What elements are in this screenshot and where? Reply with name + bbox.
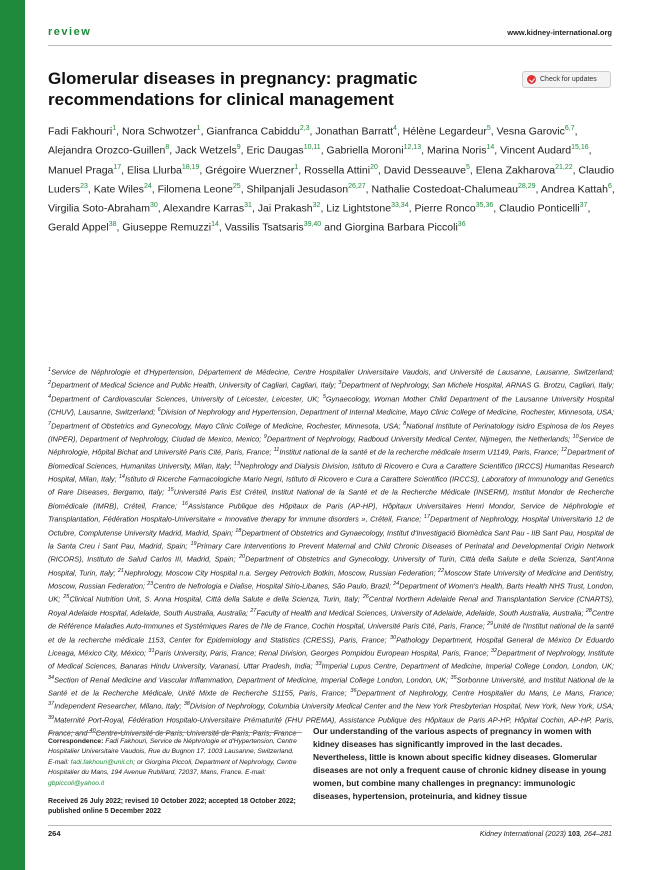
affiliation-number: 14: [118, 474, 125, 480]
affiliation-text: Department of Medical Science and Public Health, University of Cagliari, Cagliari, Italy;: [51, 380, 337, 390]
author-affiliation-ref[interactable]: 12,13: [403, 144, 422, 152]
author-name: Jack Wetzels: [175, 144, 237, 157]
author-affiliation-ref[interactable]: 31: [244, 202, 252, 210]
author-conjunction: and: [324, 221, 345, 234]
author-affiliation-ref[interactable]: 8: [165, 144, 170, 152]
author-affiliation-ref[interactable]: 33,34: [391, 202, 409, 210]
author-affiliation-ref[interactable]: 24: [143, 182, 152, 190]
affiliation-number: 29: [486, 621, 494, 628]
author-affiliation-ref[interactable]: 37: [579, 202, 588, 210]
author-name: Manuel Praga: [48, 164, 114, 177]
affiliation-text: Independent Researcher, Milano, Italy;: [54, 701, 182, 711]
affiliation-text: Division of Nephrology and Hypertension, Department of Internal Medicine, Mayo Clinic College of Medicine, Rochester, Minnesota, USA;: [160, 407, 614, 417]
affiliation-number: 7: [48, 420, 52, 427]
correspondence-block: [48, 737, 302, 789]
affiliation-number: 12: [560, 447, 568, 454]
affiliations-block: [48, 365, 614, 740]
affiliation-text: Service de Néphrologie et d'Hypertension, Département de Médecine, Centre Hospitalier Universitaire Vaudois, and Université de Lausanne, Lausanne, Switzerland;: [51, 367, 614, 377]
affiliation-text: Department of Cardiovascular Sciences, University of Leicester, Leicester, UK;: [51, 394, 320, 404]
affiliation-text: Pathology Department, Hospital General de México Dr Eduardo Liceaga, México City, México;: [48, 634, 615, 658]
affiliation-number: 5: [322, 393, 326, 400]
affiliation-text: Assistance Publique des Hôpitaux de Paris (AP-HP), Hôpitaux Universitaires Henri Mondor, Service de Néphrologie et Transplantation, Fédération Hospitalo-Universitaire « Innovative therapy for immune disorders », Créteil, France;: [48, 501, 614, 524]
check-for-updates-button[interactable]: [522, 71, 611, 88]
page-number: 264: [48, 829, 61, 838]
affiliation-number: 39: [48, 714, 55, 721]
author-name: Gerald Appel: [48, 221, 109, 234]
author-affiliation-ref[interactable]: 23: [80, 182, 88, 190]
affiliation-text: Department of Nephrology, San Michele Hospital, ARNAS G. Brotzu, Cagliari, Italy;: [341, 380, 614, 390]
affiliation-text: Primary Care Interventions to Prevent Maternal and Child Chronic Diseases of Perinatal and Developmental Origin Network (RICORS), Instituto de Salud Carlos III, Madrid, Spain;: [48, 541, 615, 564]
affiliation-number: 33: [315, 661, 322, 668]
affiliation-text: Central Northern Adelaide Renal and Transplantation Service (CNARTS), Royal Adelaide Hospital, Adelaide, South Australia, Australia;: [48, 594, 614, 618]
affiliation-number: 17: [423, 514, 431, 521]
author-affiliation-ref[interactable]: 14: [486, 144, 495, 152]
affiliation-number: 3: [338, 380, 342, 387]
affiliation-number: 28: [585, 607, 592, 614]
author-name: Kate Wiles: [93, 183, 144, 196]
footer-volume: 103: [568, 829, 581, 838]
author-affiliation-ref[interactable]: 20: [370, 163, 378, 171]
affiliation-text: Department of Nephrology, Radboud University Medical Center, Nijmegen, the Netherlands;: [266, 434, 571, 444]
affiliation-text: Service de Néphrologie, Hôpital Bichat and Université Paris Cité, Paris, France;: [48, 434, 614, 457]
footer-year: (2023): [545, 829, 567, 838]
check-updates-icon: [527, 75, 536, 84]
affiliation-number: 11: [273, 447, 280, 454]
affiliation-text: Department of Obstetrics and Gynecology, University of Turin, Città della Salute e della Scienza, Sant'Anna Hospital, Turin, Italy;: [48, 554, 614, 578]
affiliation-text: National Institute of Perinatology Isidro Espinosa de los Reyes (INPER), Department of Nephrology, Ciudad de Mexico, Mexico;: [48, 420, 614, 444]
author-name: Fadi Fakhouri: [48, 125, 113, 138]
author-name: Elena Zakharova: [475, 164, 556, 177]
affiliation-number: 37: [48, 701, 55, 708]
footer-divider: [48, 825, 612, 826]
author-name: Virgilia Soto-Abraham: [48, 202, 150, 215]
author-name: Jonathan Barratt: [315, 125, 394, 138]
author-affiliation-ref[interactable]: 28,29: [518, 182, 536, 190]
affiliation-text: Nephrology, Moscow City Hospital n.a. Sergey Petrovich Botkin, Moscow, Russian Federation;: [124, 568, 436, 578]
correspondence-text-2: ; or Giorgina Piccoli, Department of Nephrology, Centre Hospitalier du Mans, 194 Avenue Rubillard, 72037, Mans, France. E-mail:: [48, 758, 297, 777]
affiliation-number: 13: [233, 460, 240, 467]
author-name: Filomena Leone: [157, 183, 233, 196]
affiliation-number: 30: [389, 634, 397, 641]
author-name: Gianfranca Cabiddu: [206, 125, 300, 138]
email-link-1[interactable]: fadi.fakhouri@unil.ch: [70, 758, 134, 766]
affiliation-number: 9: [263, 433, 267, 440]
affiliation-number: 2: [48, 380, 52, 387]
author-affiliation-ref[interactable]: 38: [108, 221, 117, 229]
author-affiliation-ref[interactable]: 21,22: [555, 163, 573, 171]
affiliation-text: Department of Nephrology, Institute of Medical Sciences, Banaras Hindu University, Varanasi, Uttar Pradesh, India;: [48, 648, 614, 671]
article-title: Glomerular diseases in pregnancy: pragmatic recommendations for clinical management: [48, 69, 418, 109]
abstract-text: Our understanding of the various aspects of pregnancy in women with kidney diseases has significantly improved in the last decades. Nevertheless, little is known about specific kidney diseases. Glomerular diseases are not only a frequent cause of chronic kidney disease in young women, but combine many challenges in pregnancy: immunologic diseases, hypertension, proteinuria, and kidney tissue: [313, 726, 607, 801]
author-name: Nathalie Costedoat-Chalumeau: [371, 183, 518, 196]
check-updates-label: Check for updates: [540, 76, 597, 83]
affiliation-number: 23: [147, 581, 154, 587]
affiliation-number: 16: [181, 500, 188, 507]
section-label: review: [48, 26, 92, 38]
affiliation-text: Department of Nephrology, Hospital Universitario 12 de Octubre, Complutense University Madrid, Madrid, Spain;: [48, 514, 614, 537]
affiliation-text: Section of Renal Medicine and Vascular Inflammation, Department of Medicine, Imperial College London, London, UK;: [54, 675, 448, 685]
affiliation-conjunction: and: [75, 728, 90, 738]
affiliation-number: 38: [183, 701, 190, 708]
author-name: David Desseauve: [383, 164, 466, 177]
author-name: Jai Prakash: [257, 202, 313, 215]
author-affiliation-ref[interactable]: 1: [196, 125, 201, 132]
author-affiliation-ref[interactable]: 5: [486, 125, 491, 132]
affiliation-number: 26: [362, 594, 369, 601]
author-affiliation-ref[interactable]: 26,27: [348, 182, 366, 190]
affiliation-number: 31: [148, 647, 155, 654]
author-affiliation-ref[interactable]: 6: [607, 182, 612, 190]
affiliation-number: 6: [157, 407, 161, 414]
affiliation-number: 21: [117, 567, 124, 574]
author-list: Fadi Fakhouri$^1$, Nora Schwotzer$^1$, Gianfranca Cabiddu$^{2,3}$, Jonathan Barratt$^4$, Hélène Legardeur$^5$, Vesna Garovic$^{6,7}$, Alejandra Orozco-Guillen$^8$, Jack Wetzels$^9$, Eric Daugas$^{10,11}$, Gabriella Moroni$^{12,13}$, Marina Noris$^{14}$, Vincent Audard$^{15,16}$, Manuel Praga$^{17}$, Elisa Llurba$^{18,19}$, Grégoire Wuerzner$^1$, Rossella Attini$^{20}$, David Desseauve$^5$, Elena Zakharova$^{21,22}$, Claudio Luders$^{23}$, Kate Wiles$^{24}$, Filomena Leone$^{25}$, Shilpanjali Jesudason$^{26,27}$, Nathalie Costedoat-Chalumeau$^{28,29}$, Andrea Kattah$^6$, Virgilia Soto-Abraham$^{30}$, Alexandre Karras$^{31}$, Jai Prakash$^{32}$, Liz Lightstone$^{33,34}$, Pierre Ronco$^{35,36}$, Claudio Ponticelli$^{37}$, Gerald Appel$^{38}$, Giuseppe Remuzzi$^{14}$, Vassilis Tsatsaris$^{39,40}$ and Giorgina Barbara Piccoli$^{36}$: [48, 125, 615, 234]
author-name: Alexandre Karras: [163, 202, 245, 215]
affiliation-text: Moscow State University of Medicine and Dentistry, Moscow, Russian Federation;: [48, 568, 615, 591]
affiliation-text: Centro de Nefrologia e Dialise, Hospital Sirio-Libanes, São Paulo, Brazil;: [153, 581, 391, 591]
affiliation-text: Maternité Port-Royal, Fédération Hospitalo-Universitaire Prématurité (FHU PREMA), Assistance Publique des Hôpitaux de Paris AP-HP, Hôpital Cochin, AP-HP, Paris, France;: [48, 715, 614, 738]
green-sidebar: [0, 0, 25, 870]
correspondence-divider: [48, 732, 302, 733]
affiliation-number: 40: [89, 728, 96, 735]
affiliation-text: Clinical Nutrition Unit, S. Anna Hospital, Città della Salute e della Scienza, Turin, Italy;: [69, 594, 360, 604]
author-name: Andrea Kattah: [540, 183, 608, 196]
author-affiliation-ref[interactable]: 17: [113, 163, 122, 171]
affiliation-number: 19: [190, 540, 197, 547]
affiliation-number: 22: [438, 567, 445, 574]
author-name: Vesna Garovic: [496, 125, 565, 138]
affiliation-text: Division of Nephrology, Columbia University Medical Center and the New York Presbyterian Hospital, New York, New York, USA;: [189, 701, 614, 711]
author-name: Giuseppe Remuzzi: [122, 221, 212, 234]
affiliation-number: 8: [403, 420, 407, 427]
author-name: Grégoire Wuerzner: [205, 164, 295, 177]
affiliation-number: 36: [350, 688, 357, 694]
author-affiliation-ref[interactable]: 1: [294, 163, 299, 171]
affiliation-number: 1: [48, 367, 52, 373]
author-affiliation-ref[interactable]: 14: [211, 221, 219, 229]
footer-citation: [480, 829, 612, 838]
author-affiliation-ref[interactable]: 18,19: [181, 163, 200, 171]
author-name: Shilpanjali Jesudason: [246, 183, 349, 196]
correspondence-text-1: Fadi Fakhouri, Service de Néphrologie et d'Hypertension, Centre Hospitalier Universitaire Vaudois, Rue du Bugnon 17, 1003 Lausanne, Switzerland. E-mail:: [48, 738, 297, 766]
affiliation-text: Paris University, Paris, France; Renal Division, Georges Pompidou European Hospital, Paris, France;: [154, 648, 489, 658]
author-affiliation-ref[interactable]: 35,36: [475, 202, 494, 210]
author-name: Vincent Audard: [500, 144, 572, 157]
affiliation-text: Faculty of Health and Medical Sciences, University of Adelaide, Adelaide, South Australia, Australia;: [256, 608, 584, 618]
affiliation-text: Department of Obstetrics and Gynaecology, Institut d'Investigació Biomèdica Sant Pau - IIB Sant Pau, Hospital de la Santa Creu i Sant Pau, Madrid, Spain;: [48, 527, 614, 551]
affiliation-text: Imperial Lupus Centre, Department of Medicine, Imperial College London, London, UK;: [321, 661, 615, 671]
article-dates: Received 26 July 2022; revised 10 October 2022; accepted 18 October 2022; published online 5 December 2022: [48, 798, 296, 816]
affiliation-number: 24: [393, 581, 400, 587]
author-affiliation-ref[interactable]: 10,11: [303, 144, 321, 152]
affiliation-text: Sorbonne Université, and Institut National de la Santé et de la Recherche Médicale, Unité Mixte de Recherche S1155, Paris, France;: [48, 675, 614, 698]
affiliation-number: 20: [238, 554, 246, 561]
affiliation-text: Nephrology and Dialysis Division, Istituto di Ricovero e Cura a Carattere Scientifico (IRCCS) Humanitas Research Hospital, Milan, Italy;: [48, 461, 614, 484]
affiliation-number: 32: [490, 647, 498, 654]
affiliation-text: Istituto di Ricerche Farmacologiche Mario Negri, Istituto di Ricovero e Cura a Carattere Scientifico (IRCCS), Laboratory of Immunology and Genetics of Rare Diseases, Bergamo, Italy;: [48, 474, 614, 497]
author-affiliation-ref[interactable]: 39,40: [303, 221, 322, 229]
author-name: Claudio Ponticelli: [499, 202, 580, 215]
author-name: Giorgina Barbara Piccoli: [344, 221, 458, 234]
author-affiliation-ref[interactable]: 4: [393, 125, 397, 132]
author-name: Elisa Llurba: [127, 164, 182, 177]
affiliation-text: Institut national de la santé et de la recherche médicale Inserm U1149, Paris, France;: [279, 447, 559, 457]
affiliation-number: 25: [63, 594, 70, 601]
author-name: Claudio Luders: [48, 164, 615, 196]
author-name: Alejandra Orozco-Guillen: [48, 144, 166, 157]
header-divider: [48, 45, 612, 46]
author-name: Eric Daugas: [246, 144, 304, 157]
footer-journal: Kidney International: [479, 829, 544, 838]
affiliation-text: Centre-Université de Paris, Université de Paris, Paris, France: [95, 728, 297, 738]
author-affiliation-ref[interactable]: 1: [112, 125, 117, 132]
affiliation-text: Department of Obstetrics and Gynecology, Mayo Clinic College of Medicine, Rochester, Minnesota, USA;: [51, 420, 401, 430]
author-affiliation-ref[interactable]: 2,3: [299, 125, 310, 132]
author-name: Hélène Legardeur: [402, 125, 487, 138]
author-name: Marina Noris: [426, 144, 487, 157]
author-affiliation-ref[interactable]: 32: [312, 202, 321, 210]
affiliation-text: Department of Biomedical Sciences, Humanitas University, Milan, Italy;: [48, 447, 614, 471]
author-affiliation-ref[interactable]: 5: [466, 163, 470, 171]
author-name: Vassilis Tsatsaris: [224, 221, 304, 234]
author-affiliation-ref[interactable]: 30: [149, 202, 158, 210]
author-affiliation-ref[interactable]: 6,7: [564, 125, 575, 132]
email-link-2[interactable]: gbpiccoli@yahoo.it: [48, 779, 105, 787]
author-affiliation-ref[interactable]: 25: [232, 182, 241, 190]
journal-url-link[interactable]: www.kidney-international.org: [507, 28, 612, 37]
affiliation-number: 34: [48, 674, 55, 681]
author-name: Liz Lightstone: [326, 202, 392, 215]
author-affiliation-ref[interactable]: 36: [457, 221, 466, 229]
author-name: Gabriella Moroni: [326, 144, 404, 157]
footer-pages: , 264–281: [580, 829, 612, 838]
affiliation-number: 4: [48, 393, 52, 400]
affiliation-text: Université Paris Est Créteil, Institut National de la Santé et de la Recherche Médicale (INSERM), Institut Mondor de Recherche Biomédicale (IMRB), Créteil, France;: [48, 487, 614, 511]
affiliation-text: Centre de Référence Maladies Auto-Immunes et Systémiques Rares de l'Ile de France, Cochin Hospital, Université Paris Cité, Paris, France;: [48, 608, 614, 631]
affiliation-number: 10: [572, 433, 579, 440]
affiliation-text: Gynaecology, Woman Mother Child Department of the Lausanne University Hospital (CHUV), Lausanne, Switzerland;: [48, 394, 614, 417]
author-affiliation-ref[interactable]: 15,16: [571, 144, 589, 152]
affiliation-number: 27: [250, 607, 257, 614]
affiliation-number: 15: [167, 487, 174, 494]
affiliation-text: Department of Women's Health, Barts Health NHS Trust, London, UK;: [48, 581, 614, 604]
author-affiliation-ref[interactable]: 9: [236, 144, 241, 152]
author-name: Rossella Attini: [304, 164, 371, 177]
author-name: Pierre Ronco: [414, 202, 476, 215]
affiliation-text: Unité de l'Institut national de la santé et de la recherche médicale 1153, Center for Epidemiology and Statistics (CRESS), Paris, France;: [48, 621, 615, 644]
affiliation-text: Department of Nephrology, Centre Hospitalier du Mans, Le Mans, France;: [356, 688, 615, 698]
affiliation-number: 18: [235, 527, 242, 534]
author-name: Nora Schwotzer: [121, 125, 197, 138]
correspondence-label: Correspondence:: [48, 738, 104, 745]
affiliation-number: 35: [450, 674, 457, 681]
